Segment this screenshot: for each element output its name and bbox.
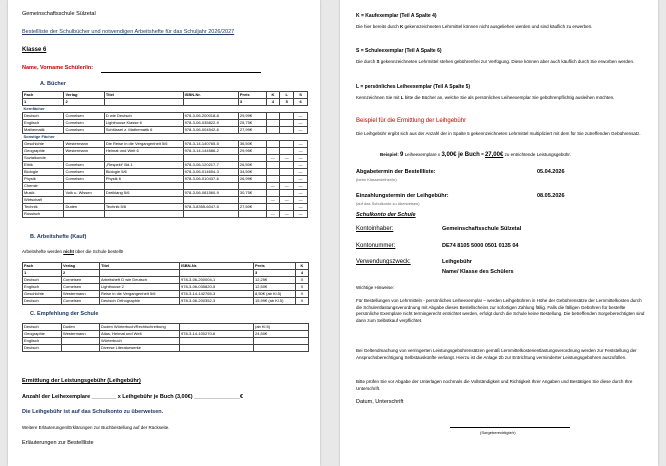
workbook-row <box>23 291 309 298</box>
header-cell: ISBN-Nr. <box>183 92 238 99</box>
book-cell: Cornelsen <box>64 162 104 169</box>
fee-calculation-line[interactable]: Anzahl der Leihexemplare ________ x Leihgebühr je Buch (3,00€) _______________€ <box>22 394 244 400</box>
book-cell: Volk u. Wissen <box>64 190 104 197</box>
book-row <box>23 176 308 183</box>
recommend-table <box>22 323 309 352</box>
section-c-heading: C. Empfehlung der Schule <box>30 311 99 317</box>
workbook-cell: 978-3-06-200352-3 <box>180 298 254 305</box>
workbook-cell: Englisch <box>23 284 62 291</box>
book-cell: Geschichte <box>23 141 64 148</box>
book-row <box>23 120 308 127</box>
page-right <box>340 0 658 466</box>
school-name: Gemeinschaftsschule Sülzetal <box>22 11 96 17</box>
signature-line[interactable] <box>450 427 570 428</box>
book-cell: — <box>294 190 308 197</box>
book-cell: Physik 6 <box>104 176 183 183</box>
book-cell <box>266 162 280 169</box>
note-2: Bei Geltendmachung von verringerten Leistungsgebührensätzen gemäß Lernmittelkostenentlastungsverordnung werden zur Feststellung der Anspruchsberechtigung Selbstauskünfte verlangt. Hierzu ist die Anlage 2b zur Entrichtung verminderter Leistungsgebühren auszufüllen. <box>356 348 637 360</box>
workbook-cell: 15,99€ (ab Kl.5) <box>254 298 296 305</box>
recommend-cell <box>254 345 309 352</box>
book-cell: 27,99€ <box>238 127 266 134</box>
books-group-row <box>23 134 308 141</box>
recommend-cell: 24,50€ <box>254 331 309 338</box>
book-cell: Physik <box>23 176 64 183</box>
book-cell: 29,99€ <box>238 113 266 120</box>
number-cell: 4 <box>266 99 280 106</box>
purpose-label: Verwendungszweck: <box>356 259 411 265</box>
book-cell: Cornelsen <box>64 169 104 176</box>
book-cell[interactable] <box>280 120 294 127</box>
book-cell: — <box>294 127 308 134</box>
recommend-row <box>23 331 309 338</box>
book-cell: Russisch <box>23 211 64 218</box>
book-cell: Wirtschaft <box>23 197 64 204</box>
book-cell: 26,50€ <box>238 162 266 169</box>
book-cell <box>266 120 280 127</box>
book-row <box>23 197 308 204</box>
number-cell: 6 <box>294 99 308 106</box>
book-cell: Sozialkunde <box>23 155 64 162</box>
book-cell: — <box>294 155 308 162</box>
book-cell <box>266 113 280 120</box>
recommend-cell: Diverse Literaturwerke <box>100 345 180 352</box>
book-cell: 29,95€ <box>238 148 266 155</box>
book-cell <box>104 211 183 218</box>
workbooks-number-row <box>23 270 309 277</box>
student-name-line[interactable] <box>101 72 261 73</box>
book-cell: — <box>294 204 308 211</box>
book-cell: D wie Deutsch <box>104 113 183 120</box>
book-cell <box>64 211 104 218</box>
book-cell <box>64 183 104 190</box>
book-cell: 34,50€ <box>238 169 266 176</box>
book-cell: Biologie 5/6 <box>104 169 183 176</box>
book-cell: Technik <box>23 204 64 211</box>
book-cell <box>238 155 266 162</box>
page-left <box>8 0 320 466</box>
number-cell <box>180 270 254 277</box>
header-cell: Verlag <box>64 92 104 99</box>
example-heading: Beispiel für die Ermittlung der Leihgebühr <box>356 118 467 124</box>
book-cell <box>183 211 238 218</box>
workbook-cell: Cornelsen <box>62 284 100 291</box>
workbook-cell: Geschichte <box>23 291 62 298</box>
book-cell: Chemie <box>23 183 64 190</box>
book-cell: Geographie <box>23 148 64 155</box>
fee-heading: Ermittlung der Leistungsgebühr (Leihgebühr) <box>22 378 141 384</box>
book-row <box>23 141 308 148</box>
account-heading: Schulkonto der Schule <box>356 212 416 218</box>
section-b-heading: B. Arbeitshefte (Kauf) <box>30 234 87 240</box>
book-cell: — <box>294 183 308 190</box>
book-cell <box>104 183 183 190</box>
example-text: Die Leihgebühr ergibt sich aus der Anzahl der in Spalte 5 gekennzeichneten Lehrmittel multipliziert mit dem für Sie zutreffenden Gebührensatz. <box>356 131 641 136</box>
workbooks-header-row <box>23 263 309 270</box>
more-info-note: Weitere Erläuterungen/Erklärungen zur Buchbestellung auf der Rückseite. <box>22 425 170 430</box>
book-row <box>23 127 308 134</box>
workbook-cell: Deutsch <box>23 277 62 284</box>
book-cell <box>266 169 280 176</box>
book-cell[interactable] <box>280 169 294 176</box>
group-label: Kernfächer <box>23 106 308 113</box>
book-cell <box>238 211 266 218</box>
fee-transfer-note: Die Leihgebühr ist auf das Schulkonto zu überweisen. <box>22 409 164 415</box>
book-cell[interactable]: — <box>280 155 294 162</box>
workbook-cell: 978-3-06-035820-5 <box>180 284 254 291</box>
workbook-cell: Reise in die Vergangenheit 5/6 <box>100 291 180 298</box>
account-number: DE74 8105 5000 0501 0135 04 <box>442 243 519 249</box>
book-cell: Musik <box>23 190 64 197</box>
recommend-cell: Deutsch <box>23 345 62 352</box>
recommend-cell <box>254 338 309 345</box>
workbook-cell: Westermann <box>62 291 100 298</box>
recommend-cell: Duden Wörterbuch/Rechtschreibung <box>100 324 180 331</box>
workbook-cell: X <box>296 298 309 305</box>
book-cell: Lighthouse Klasse 6 <box>104 120 183 127</box>
workbook-cell: Cornelsen <box>62 277 100 284</box>
book-cell: — <box>266 197 280 204</box>
book-cell: 26,99€ <box>238 176 266 183</box>
book-cell <box>64 155 104 162</box>
deadline-sub: (beim Klassenleiher/in) <box>356 177 397 182</box>
book-cell: 978-3-06-081560-9 <box>183 190 238 197</box>
footer-heading: Erläuterungen zur Bestellliste <box>22 440 94 446</box>
book-cell <box>266 148 280 155</box>
purpose-line-1: Leihgebühr <box>442 259 472 265</box>
header-cell: ISBN-Nr. <box>180 263 254 270</box>
recommend-cell: 978-3-14-100270-6 <box>180 331 254 338</box>
workbook-cell: Deutsch <box>23 298 62 305</box>
recommend-cell <box>180 324 254 331</box>
books-header-row <box>23 92 308 99</box>
header-cell: Verlag <box>62 263 100 270</box>
book-row <box>23 155 308 162</box>
book-cell[interactable] <box>280 176 294 183</box>
recommend-cell: Westermann <box>62 331 100 338</box>
books-number-row <box>23 99 308 106</box>
book-cell <box>238 183 266 190</box>
book-cell: — <box>294 141 308 148</box>
deadline-label: Abgabetermin der Bestellliste: <box>356 169 436 175</box>
workbook-cell: Lighthouse 2 <box>100 284 180 291</box>
number-cell: 1 <box>23 270 62 277</box>
book-cell <box>266 141 280 148</box>
recommend-cell <box>180 345 254 352</box>
recommend-cell: Deutsch <box>23 324 62 331</box>
number-cell <box>100 270 180 277</box>
book-cell: Heimat und Welt 6 <box>104 148 183 155</box>
group-label: Sonstige Fächer <box>23 134 308 141</box>
book-cell[interactable]: — <box>280 211 294 218</box>
book-row <box>23 148 308 155</box>
book-cell: Deutsch <box>23 113 64 120</box>
deadline-date: 05.04.2026 <box>537 169 565 175</box>
header-cell: Titel <box>104 92 183 99</box>
header-cell: Fach <box>23 263 62 270</box>
recommend-row <box>23 345 309 352</box>
workbook-cell: 12,50€ <box>254 284 296 291</box>
book-cell: 978-3-06-014654-3 <box>183 169 238 176</box>
recommend-cell <box>62 345 100 352</box>
header-cell: L <box>280 92 294 99</box>
header-cell: Preis <box>238 92 266 99</box>
account-holder-label: Kontoinhaber: <box>356 226 394 232</box>
book-cell: — <box>294 211 308 218</box>
book-cell[interactable]: — <box>280 197 294 204</box>
number-cell: 2 <box>62 270 100 277</box>
collection-sub: (auf das Schulkonto zu überweisen) <box>356 201 420 206</box>
section-b-note: Arbeitshefte werden nicht über die Schule bestellt! <box>22 249 124 254</box>
book-cell: Duden <box>64 204 104 211</box>
collection-date: 08.05.2026 <box>537 193 565 199</box>
recommend-cell: Duden <box>62 324 100 331</box>
book-cell <box>266 204 280 211</box>
book-cell: Mathematik <box>23 127 64 134</box>
note-1: Für Bestellungen von Lehrmitteln - persönliches Leiheexemplar – werden Leihgebühren in Höhe der Gebührensätze der Lernmittelkosten durch die Schulentlastungsverordnung mit Abgabe dieses Bestellscheins zur sofortigen Zahlung fällig. Falls die fälligen Gebühren für bestellte persönliche Exemplare nicht termingerecht entrichtet werden, erfolgt durch die Schule keine Bestellung. Die betreffenden Sorgeberechtigten sind dann zum Selbstkauf verpflichtet. <box>356 298 645 323</box>
collection-label: Einzahlungstermin der Leihgebühr: <box>356 193 449 199</box>
book-cell: 978-3-06-010437-6 <box>183 176 238 183</box>
workbook-cell: Arbeitsheft D wie Deutsch <box>100 277 180 284</box>
book-row <box>23 190 308 197</box>
book-row <box>23 211 308 218</box>
book-cell[interactable] <box>280 148 294 155</box>
book-cell: Die Reise in die Vergangenheit 5/6 <box>104 141 183 148</box>
workbook-cell: 978-3-06-200004-1 <box>180 277 254 284</box>
header-cell: Fach <box>23 92 64 99</box>
book-cell: 978-3-06-035822-9 <box>183 120 238 127</box>
book-cell: Biologie <box>23 169 64 176</box>
book-cell: 978-3-06-120217-7 <box>183 162 238 169</box>
header-cell: K <box>266 92 280 99</box>
header-cell: K <box>296 263 309 270</box>
account-number-label: Kontonummer: <box>356 243 396 249</box>
book-row <box>23 169 308 176</box>
workbook-cell: Cornelsen <box>62 298 100 305</box>
book-cell <box>183 197 238 204</box>
student-name-label: Name, Vorname Schüler/in: <box>22 65 94 71</box>
book-cell: 36,50€ <box>238 141 266 148</box>
book-row <box>23 204 308 211</box>
book-cell[interactable] <box>280 127 294 134</box>
book-cell: Cornelsen <box>64 113 104 120</box>
number-cell: 1 <box>23 99 64 106</box>
book-cell: — <box>266 155 280 162</box>
recommend-row <box>23 338 309 345</box>
number-cell: 3 <box>238 99 266 106</box>
s-description: Die durch S gekennzeichneten Lehrmittel stehen gebührenfrei zur Verfügung. Diese können aber auch käuflich durch Sie erworben werden. <box>356 59 635 64</box>
book-cell: 978-3-14-140765-5 <box>183 141 238 148</box>
number-cell <box>183 99 238 106</box>
book-cell[interactable] <box>280 204 294 211</box>
book-cell <box>64 197 104 204</box>
book-cell: Cornelsen <box>64 127 104 134</box>
book-cell: 978-3-06-200018-8 <box>183 113 238 120</box>
workbook-cell: Deutsch Orthographie <box>100 298 180 305</box>
book-cell: 978-3-06-004542-6 <box>183 127 238 134</box>
recommend-cell <box>62 338 100 345</box>
book-cell: Cornelsen <box>64 176 104 183</box>
book-cell: — <box>294 120 308 127</box>
workbook-cell: 12,25€ <box>254 277 296 284</box>
book-cell: — <box>294 148 308 155</box>
book-cell: Westermann <box>64 141 104 148</box>
book-cell: — <box>294 197 308 204</box>
book-cell: Schlüssel z. Mathematik 6 <box>104 127 183 134</box>
book-row <box>23 183 308 190</box>
book-cell: — <box>294 113 308 120</box>
l-description: Kennzeichnen Sie mit L bitte die Bücher an, welche Sie als persönliches Leiheexemplar Sie gebührenpflichtig ausleihen möchten. <box>356 95 615 100</box>
header-cell: Preis <box>254 263 296 270</box>
books-group-row <box>23 106 308 113</box>
book-cell <box>266 190 280 197</box>
note-3: Bitte prüfen Sie vor Abgabe der Unterlagen nochmals die Vollständigkeit und Richtigkeit Ihrer Angaben und Bestätigen Sie diese durch Ihre Unterschrift. <box>356 379 633 391</box>
book-cell: — <box>294 176 308 183</box>
workbook-cell: X <box>296 291 309 298</box>
book-cell <box>266 127 280 134</box>
book-cell: 30,75€ <box>238 190 266 197</box>
recommend-cell: Wörterbuch <box>100 338 180 345</box>
section-a-heading: A. Bücher <box>40 81 66 87</box>
s-legend: S = Schuleexemplar (Teil A Spalte 6) <box>356 48 442 54</box>
example-calculation: Beispiel: 9 Leiheexemplare x 3,00€ je Buch = 27,00€ zu entrichtende Leistungsgebühr. <box>380 152 571 158</box>
workbook-cell: 978-3-14-142765-3 <box>180 291 254 298</box>
document-title: Bestellliste der Schulbücher und notwendigen Arbeitshefte für das Schuljahr 2026/2027 <box>22 29 235 35</box>
recommend-cell: Atlas, Heimat und Welt <box>100 331 180 338</box>
book-cell <box>183 183 238 190</box>
book-cell[interactable] <box>280 190 294 197</box>
recommend-cell: Geographie <box>23 331 62 338</box>
book-cell: Ethik <box>23 162 64 169</box>
class-label: Klasse 6 <box>22 47 47 53</box>
book-cell[interactable] <box>280 141 294 148</box>
recommend-cell: Englisch <box>23 338 62 345</box>
book-row <box>23 113 308 120</box>
book-cell: Cornelsen <box>64 120 104 127</box>
book-cell: Englisch <box>23 120 64 127</box>
books-table <box>22 91 308 218</box>
workbook-cell: 8,50€ (ab Kl.5) <box>254 291 296 298</box>
purpose-line-2: Name/ Klasse des Schülers <box>442 269 514 275</box>
number-cell: 4 <box>296 270 309 277</box>
signature-label: Datum, Unterschrift <box>356 399 404 405</box>
book-cell: — <box>266 183 280 190</box>
book-cell: Technik 5/6 <box>104 204 183 211</box>
book-cell[interactable] <box>280 162 294 169</box>
book-cell: 27,50€ <box>238 204 266 211</box>
number-cell: 2 <box>64 99 104 106</box>
book-cell: — <box>294 169 308 176</box>
book-cell <box>266 176 280 183</box>
book-cell: Dreiklang 5/6 <box>104 190 183 197</box>
header-cell: S <box>294 92 308 99</box>
k-description: Die hier bereits durch K gekennzeichneten Lehrmittel können nicht ausgeliehen werden und sind käuflich zu erwerben. <box>356 24 593 29</box>
k-legend: K = Kaufexemplar (Teil A Spalte 4) <box>356 13 437 19</box>
workbook-cell: X <box>296 277 309 284</box>
number-cell: 3 <box>254 270 296 277</box>
number-cell <box>104 99 183 106</box>
l-legend: L = persönliches Leiheexemplar (Teil A Spalte 5) <box>356 84 471 90</box>
book-cell: — <box>266 211 280 218</box>
book-row <box>23 162 308 169</box>
number-cell: 5 <box>280 99 294 106</box>
book-cell: „Respekt“ Bd.1 <box>104 162 183 169</box>
header-cell: Titel <box>100 263 180 270</box>
book-cell[interactable] <box>280 113 294 120</box>
notes-heading: Wichtige Hinweise: <box>356 285 395 290</box>
workbook-cell: X <box>296 284 309 291</box>
book-cell[interactable]: — <box>280 183 294 190</box>
recommend-cell: (ab Kl.5) <box>254 324 309 331</box>
workbook-row <box>23 277 309 284</box>
book-cell <box>238 197 266 204</box>
book-cell <box>104 155 183 162</box>
book-cell: Westermann <box>64 148 104 155</box>
workbook-row <box>23 298 309 305</box>
account-holder: Gemeinschaftsschule Sülzetal <box>442 226 522 232</box>
signature-caption: (Sorgeberechtigte/r) <box>480 430 516 435</box>
recommend-cell <box>180 338 254 345</box>
book-cell: 978-3-8355-6047-5 <box>183 204 238 211</box>
workbooks-table <box>22 262 309 305</box>
book-cell <box>183 155 238 162</box>
recommend-row <box>23 324 309 331</box>
book-cell: — <box>294 162 308 169</box>
book-cell: 25,75€ <box>238 120 266 127</box>
book-cell <box>104 197 183 204</box>
workbook-row <box>23 284 309 291</box>
book-cell: 978-3-14-144586-2 <box>183 148 238 155</box>
